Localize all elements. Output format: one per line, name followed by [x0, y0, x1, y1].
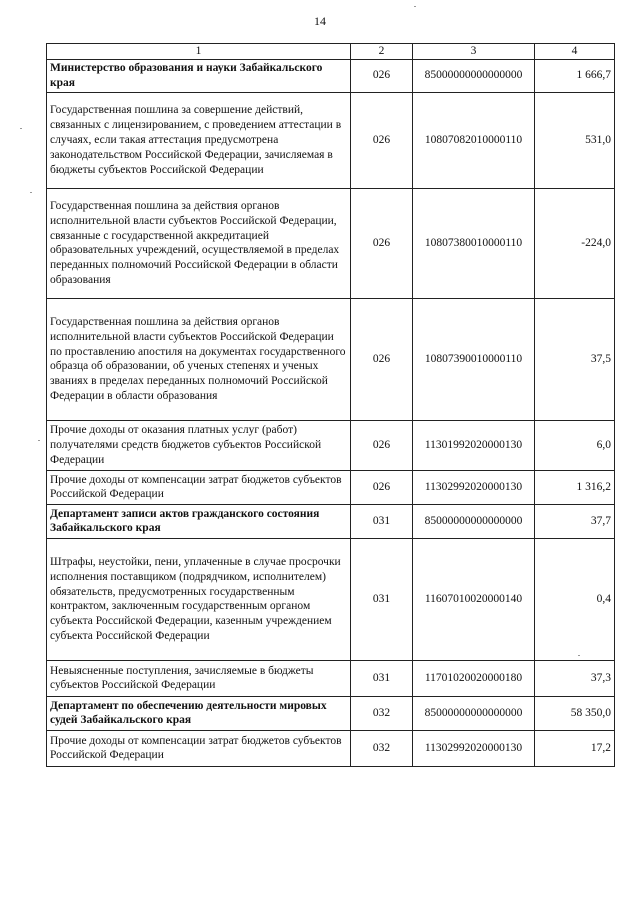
scan-speck	[20, 128, 22, 129]
section-row	[47, 696, 615, 730]
table-row	[47, 420, 615, 470]
row-classification-code-cell: 11302992020000130	[413, 730, 535, 766]
scan-speck	[578, 655, 580, 656]
row-classification-code-cell: 10807380010000110	[413, 188, 535, 298]
table-row	[47, 470, 615, 504]
row-classification-code-cell: 11701020020000180	[413, 660, 535, 696]
row-amount-cell: 6,0	[535, 420, 615, 470]
page-number: 14	[314, 14, 326, 28]
row-admin-code-cell: 032	[351, 696, 413, 730]
row-name-cell: Департамент по обеспечению деятельности мировых судей Забайкальского края	[47, 696, 351, 730]
row-classification-code-cell: 11301992020000130	[413, 420, 535, 470]
revenue-table	[46, 43, 615, 767]
table-row	[47, 92, 615, 188]
row-name-cell: Государственная пошлина за совершение действий, связанных с лицензированием, с проведением аттестации в случаях, если такая аттестация предусмотрена законодательством Российской Федерации, зачисляемая в бюджеты субъектов Российской Федерации	[47, 92, 351, 188]
row-classification-code-cell: 85000000000000000	[413, 59, 535, 92]
row-name-cell: Штрафы, неустойки, пени, уплаченные в случае просрочки исполнения поставщиком (подрядчиком, исполнителем) обязательств, предусмотренных государственным контрактом, заключенным государственным органом субъекта Российской Федерации, казенным учреждением субъекта Российской Федерации	[47, 538, 351, 660]
column-header-4: 4	[535, 44, 615, 60]
row-admin-code-cell: 026	[351, 420, 413, 470]
row-classification-code-cell: 85000000000000000	[413, 696, 535, 730]
row-amount-cell: 17,2	[535, 730, 615, 766]
row-admin-code-cell: 026	[351, 470, 413, 504]
row-amount-cell: 37,5	[535, 298, 615, 420]
scan-speck	[414, 6, 416, 7]
row-classification-code-cell: 11607010020000140	[413, 538, 535, 660]
scan-speck	[30, 192, 32, 193]
row-name-cell: Прочие доходы от оказания платных услуг (работ) получателями средств бюджетов субъектов Российской Федерации	[47, 420, 351, 470]
row-amount-cell: 531,0	[535, 92, 615, 188]
row-classification-code-cell: 11302992020000130	[413, 470, 535, 504]
row-admin-code-cell: 026	[351, 59, 413, 92]
row-classification-code-cell: 85000000000000000	[413, 504, 535, 538]
row-amount-cell: 0,4	[535, 538, 615, 660]
row-admin-code-cell: 026	[351, 298, 413, 420]
row-amount-cell: -224,0	[535, 188, 615, 298]
column-header-3: 3	[413, 44, 535, 60]
row-amount-cell: 58 350,0	[535, 696, 615, 730]
table-row	[47, 298, 615, 420]
row-admin-code-cell: 026	[351, 92, 413, 188]
table-row	[47, 188, 615, 298]
row-admin-code-cell: 031	[351, 504, 413, 538]
row-admin-code-cell: 031	[351, 660, 413, 696]
section-row	[47, 59, 615, 92]
row-name-cell: Прочие доходы от компенсации затрат бюджетов субъектов Российской Федерации	[47, 470, 351, 504]
row-amount-cell: 37,7	[535, 504, 615, 538]
row-name-cell: Прочие доходы от компенсации затрат бюджетов субъектов Российской Федерации	[47, 730, 351, 766]
row-admin-code-cell: 031	[351, 538, 413, 660]
row-name-cell: Департамент записи актов гражданского состояния Забайкальского края	[47, 504, 351, 538]
row-name-cell: Государственная пошлина за действия органов исполнительной власти субъектов Российской Федерации по проставлению апостиля на документах государственного образца об образовании, об ученых степенях и ученых званиях в пределах переданных полномочий Российской Федерации в области образования	[47, 298, 351, 420]
row-name-cell: Государственная пошлина за действия органов исполнительной власти субъектов Российской Федерации, связанные с государственной аккредитацией образовательных учреждений, осуществляемой в пределах переданных полномочий Российской Федерации в области образования	[47, 188, 351, 298]
row-amount-cell: 1 316,2	[535, 470, 615, 504]
row-admin-code-cell: 026	[351, 188, 413, 298]
table-row	[47, 538, 615, 660]
header-row	[47, 44, 615, 60]
row-amount-cell: 37,3	[535, 660, 615, 696]
row-name-cell: Министерство образования и науки Забайкальского края	[47, 59, 351, 92]
table-row	[47, 660, 615, 696]
column-header-1: 1	[47, 44, 351, 60]
row-amount-cell: 1 666,7	[535, 59, 615, 92]
column-header-2: 2	[351, 44, 413, 60]
section-row	[47, 504, 615, 538]
row-classification-code-cell: 10807082010000110	[413, 92, 535, 188]
row-name-cell: Невыясненные поступления, зачисляемые в бюджеты субъектов Российской Федерации	[47, 660, 351, 696]
row-classification-code-cell: 10807390010000110	[413, 298, 535, 420]
table-row	[47, 730, 615, 766]
row-admin-code-cell: 032	[351, 730, 413, 766]
scan-speck	[38, 440, 40, 441]
